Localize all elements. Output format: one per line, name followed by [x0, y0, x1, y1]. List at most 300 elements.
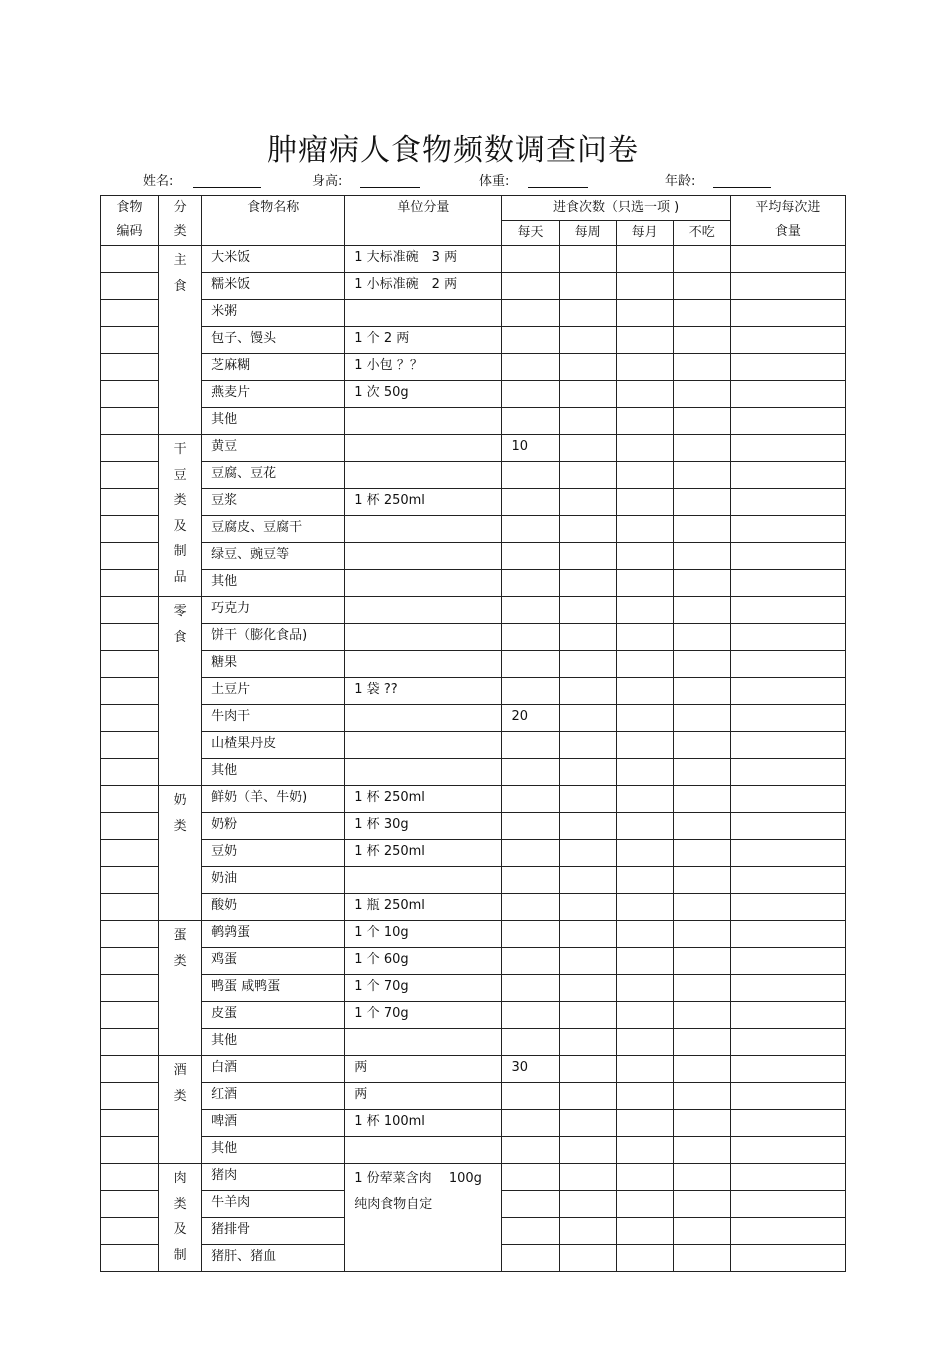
monthly-cell[interactable] [616, 435, 673, 462]
average-cell[interactable] [730, 570, 845, 597]
monthly-cell[interactable] [616, 651, 673, 678]
average-cell[interactable] [730, 1029, 845, 1056]
weekly-cell[interactable] [559, 624, 616, 651]
average-cell[interactable] [730, 327, 845, 354]
daily-cell[interactable] [502, 948, 559, 975]
food-name: 其他 [202, 408, 345, 435]
food-code-cell[interactable] [101, 435, 159, 462]
average-cell[interactable] [730, 786, 845, 813]
monthly-cell[interactable] [616, 1083, 673, 1110]
average-cell[interactable] [730, 1110, 845, 1137]
weekly-cell[interactable] [559, 1056, 616, 1083]
daily-cell[interactable] [502, 894, 559, 921]
category-char: 零 [173, 604, 187, 619]
weekly-cell[interactable] [559, 516, 616, 543]
food-code-cell[interactable] [101, 921, 159, 948]
never-cell[interactable] [673, 597, 730, 624]
daily-cell[interactable] [502, 597, 559, 624]
food-code-cell[interactable] [101, 894, 159, 921]
weekly-cell[interactable] [559, 732, 616, 759]
table-row [101, 246, 846, 273]
weekly-cell[interactable] [559, 489, 616, 516]
weekly-cell[interactable] [559, 570, 616, 597]
monthly-cell[interactable] [616, 1191, 673, 1218]
food-code-cell[interactable] [101, 975, 159, 1002]
weekly-cell[interactable] [559, 462, 616, 489]
monthly-cell[interactable] [616, 1245, 673, 1272]
daily-cell[interactable] [502, 840, 559, 867]
average-cell[interactable] [730, 1083, 845, 1110]
average-cell[interactable] [730, 408, 845, 435]
monthly-cell[interactable] [616, 894, 673, 921]
food-name: 猪排骨 [202, 1218, 345, 1245]
monthly-cell[interactable] [616, 489, 673, 516]
average-cell[interactable] [730, 1002, 845, 1029]
food-code-cell[interactable] [101, 867, 159, 894]
daily-cell[interactable] [502, 1191, 559, 1218]
monthly-cell[interactable] [616, 732, 673, 759]
food-code-cell[interactable] [101, 678, 159, 705]
average-cell[interactable] [730, 462, 845, 489]
average-cell[interactable] [730, 705, 845, 732]
average-cell[interactable] [730, 732, 845, 759]
monthly-cell[interactable] [616, 273, 673, 300]
table-row [101, 1110, 846, 1137]
daily-cell[interactable] [502, 300, 559, 327]
never-cell[interactable] [673, 1245, 730, 1272]
unit-portion: 1 个 60g [345, 948, 502, 975]
header-weekly: 每周 [559, 221, 616, 246]
table-row [101, 759, 846, 786]
never-cell[interactable] [673, 786, 730, 813]
food-name: 豆浆 [202, 489, 345, 516]
average-cell[interactable] [730, 516, 845, 543]
daily-cell[interactable] [502, 1164, 559, 1191]
weekly-cell[interactable] [559, 354, 616, 381]
weekly-cell[interactable] [559, 597, 616, 624]
daily-cell[interactable] [502, 1245, 559, 1272]
never-cell[interactable] [673, 759, 730, 786]
weight-field[interactable] [528, 187, 588, 188]
never-cell[interactable] [673, 1164, 730, 1191]
food-code-cell[interactable] [101, 705, 159, 732]
never-cell[interactable] [673, 921, 730, 948]
table-row [101, 840, 846, 867]
food-code-cell[interactable] [101, 543, 159, 570]
average-cell[interactable] [730, 273, 845, 300]
header-unit: 单位分量 [345, 196, 502, 246]
never-cell[interactable] [673, 867, 730, 894]
table-row [101, 435, 846, 462]
food-code-cell[interactable] [101, 651, 159, 678]
never-cell[interactable] [673, 678, 730, 705]
never-cell[interactable] [673, 1137, 730, 1164]
weekly-cell[interactable] [559, 921, 616, 948]
monthly-cell[interactable] [616, 1029, 673, 1056]
weekly-cell[interactable] [559, 1164, 616, 1191]
table-row [101, 678, 846, 705]
never-cell[interactable] [673, 300, 730, 327]
table-row [101, 1137, 846, 1164]
food-name: 黄豆 [202, 435, 345, 462]
name-field[interactable] [193, 187, 261, 188]
unit-portion [345, 435, 502, 462]
weekly-cell[interactable] [559, 300, 616, 327]
weekly-cell[interactable] [559, 246, 616, 273]
food-code-cell[interactable] [101, 1191, 159, 1218]
monthly-cell[interactable] [616, 1137, 673, 1164]
weekly-cell[interactable] [559, 1110, 616, 1137]
category-char: 及 [173, 518, 187, 534]
never-cell[interactable] [673, 273, 730, 300]
daily-cell[interactable] [502, 1083, 559, 1110]
daily-cell[interactable] [502, 1002, 559, 1029]
daily-cell[interactable] [502, 543, 559, 570]
food-name: 牛羊肉 [202, 1191, 345, 1218]
daily-cell[interactable] [502, 1029, 559, 1056]
never-cell[interactable] [673, 1191, 730, 1218]
food-code-cell[interactable] [101, 1164, 159, 1191]
daily-cell[interactable] [502, 327, 559, 354]
average-cell[interactable] [730, 840, 845, 867]
average-cell[interactable] [730, 300, 845, 327]
monthly-cell[interactable] [616, 597, 673, 624]
food-name: 包子、馒头 [202, 327, 345, 354]
never-cell[interactable] [673, 651, 730, 678]
monthly-cell[interactable] [616, 1056, 673, 1083]
daily-cell[interactable] [502, 462, 559, 489]
average-cell[interactable] [730, 867, 845, 894]
respondent-info [0, 170, 950, 190]
monthly-cell[interactable] [616, 705, 673, 732]
weekly-cell[interactable] [559, 1029, 616, 1056]
food-code-cell[interactable] [101, 354, 159, 381]
food-code-cell[interactable] [101, 462, 159, 489]
daily-cell[interactable] [502, 732, 559, 759]
average-cell[interactable] [730, 651, 845, 678]
category-char: 肉 [173, 1171, 187, 1186]
unit-portion: 1 杯 100ml [345, 1110, 502, 1137]
category-char: 主 [173, 253, 187, 268]
average-cell[interactable] [730, 975, 845, 1002]
category-char: 豆 [173, 467, 187, 483]
never-cell[interactable] [673, 489, 730, 516]
food-code-cell[interactable] [101, 786, 159, 813]
daily-cell[interactable]: 30 [502, 1056, 559, 1083]
food-code-cell[interactable] [101, 516, 159, 543]
monthly-cell[interactable] [616, 246, 673, 273]
never-cell[interactable] [673, 516, 730, 543]
never-cell[interactable] [673, 1029, 730, 1056]
food-code-cell[interactable] [101, 840, 159, 867]
never-cell[interactable] [673, 1056, 730, 1083]
name-label: 姓名: [143, 174, 174, 189]
never-cell[interactable] [673, 894, 730, 921]
header-frequency: 进食次数（只选一项 ) [502, 196, 730, 221]
food-code-cell[interactable] [101, 1056, 159, 1083]
monthly-cell[interactable] [616, 975, 673, 1002]
daily-cell[interactable] [502, 651, 559, 678]
never-cell[interactable] [673, 948, 730, 975]
average-cell[interactable] [730, 1245, 845, 1272]
never-cell[interactable] [673, 813, 730, 840]
unit-portion [345, 462, 502, 489]
average-cell[interactable] [730, 1056, 845, 1083]
food-name: 鹌鹑蛋 [202, 921, 345, 948]
category-char: 干 [173, 442, 187, 457]
daily-cell[interactable] [502, 1110, 559, 1137]
food-frequency-table [100, 195, 846, 1272]
food-code-cell[interactable] [101, 624, 159, 651]
monthly-cell[interactable] [616, 678, 673, 705]
weekly-cell[interactable] [559, 1083, 616, 1110]
never-cell[interactable] [673, 840, 730, 867]
unit-portion: 1 大标准碗 3 两 [345, 246, 502, 273]
never-cell[interactable] [673, 435, 730, 462]
monthly-cell[interactable] [616, 516, 673, 543]
weekly-cell[interactable] [559, 705, 616, 732]
table-row [101, 975, 846, 1002]
weekly-cell[interactable] [559, 381, 616, 408]
monthly-cell[interactable] [616, 381, 673, 408]
average-cell[interactable] [730, 543, 845, 570]
never-cell[interactable] [673, 327, 730, 354]
daily-cell[interactable] [502, 867, 559, 894]
weekly-cell[interactable] [559, 327, 616, 354]
food-code-cell[interactable] [101, 759, 159, 786]
food-code-cell[interactable] [101, 1218, 159, 1245]
age-field[interactable] [713, 187, 771, 188]
weekly-cell[interactable] [559, 1137, 616, 1164]
category-char: 及 [173, 1222, 187, 1237]
monthly-cell[interactable] [616, 759, 673, 786]
monthly-cell[interactable] [616, 813, 673, 840]
food-name: 猪肝、猪血 [202, 1245, 345, 1272]
average-cell[interactable] [730, 1191, 845, 1218]
food-name: 豆奶 [202, 840, 345, 867]
food-code-cell[interactable] [101, 1002, 159, 1029]
daily-cell[interactable] [502, 354, 559, 381]
category-char: 品 [173, 569, 187, 585]
monthly-cell[interactable] [616, 948, 673, 975]
food-code-cell[interactable] [101, 732, 159, 759]
never-cell[interactable] [673, 975, 730, 1002]
unit-portion [345, 759, 502, 786]
food-code-cell[interactable] [101, 300, 159, 327]
daily-cell[interactable] [502, 408, 559, 435]
average-cell[interactable] [730, 435, 845, 462]
food-name: 鲜奶（羊、牛奶) [202, 786, 345, 813]
food-code-cell[interactable] [101, 489, 159, 516]
table-row [101, 948, 846, 975]
daily-cell[interactable] [502, 381, 559, 408]
daily-cell[interactable] [502, 624, 559, 651]
average-cell[interactable] [730, 1218, 845, 1245]
daily-cell[interactable] [502, 813, 559, 840]
weekly-cell[interactable] [559, 543, 616, 570]
category-char: 类 [173, 1088, 187, 1104]
daily-cell[interactable] [502, 759, 559, 786]
category-char: 制 [173, 1247, 187, 1263]
weekly-cell[interactable] [559, 1245, 616, 1272]
food-code-cell[interactable] [101, 408, 159, 435]
monthly-cell[interactable] [616, 543, 673, 570]
monthly-cell[interactable] [616, 327, 673, 354]
food-code-cell[interactable] [101, 1029, 159, 1056]
monthly-cell[interactable] [616, 867, 673, 894]
average-cell[interactable] [730, 813, 845, 840]
average-cell[interactable] [730, 354, 845, 381]
monthly-cell[interactable] [616, 624, 673, 651]
weekly-cell[interactable] [559, 975, 616, 1002]
monthly-cell[interactable] [616, 1002, 673, 1029]
never-cell[interactable] [673, 408, 730, 435]
daily-cell[interactable] [502, 786, 559, 813]
weekly-cell[interactable] [559, 867, 616, 894]
never-cell[interactable] [673, 732, 730, 759]
weekly-cell[interactable] [559, 840, 616, 867]
weekly-cell[interactable] [559, 759, 616, 786]
food-code-cell[interactable] [101, 1083, 159, 1110]
weekly-cell[interactable] [559, 786, 616, 813]
never-cell[interactable] [673, 381, 730, 408]
food-name: 其他 [202, 1029, 345, 1056]
daily-cell[interactable]: 10 [502, 435, 559, 462]
daily-cell[interactable] [502, 678, 559, 705]
table-row [101, 1029, 846, 1056]
daily-cell[interactable] [502, 1218, 559, 1245]
monthly-cell[interactable] [616, 840, 673, 867]
never-cell[interactable] [673, 705, 730, 732]
average-cell[interactable] [730, 921, 845, 948]
header-cat-line2: 类 [173, 224, 187, 239]
monthly-cell[interactable] [616, 921, 673, 948]
category-char: 酒 [173, 1063, 187, 1078]
daily-cell[interactable] [502, 273, 559, 300]
daily-cell[interactable] [502, 516, 559, 543]
daily-cell[interactable]: 20 [502, 705, 559, 732]
average-cell[interactable] [730, 678, 845, 705]
weekly-cell[interactable] [559, 435, 616, 462]
average-cell[interactable] [730, 381, 845, 408]
monthly-cell[interactable] [616, 786, 673, 813]
food-code-cell[interactable] [101, 813, 159, 840]
table-row [101, 462, 846, 489]
table-row [101, 732, 846, 759]
food-code-cell[interactable] [101, 1137, 159, 1164]
unit-portion: 1 杯 250ml [345, 786, 502, 813]
weekly-cell[interactable] [559, 651, 616, 678]
food-name: 绿豆、豌豆等 [202, 543, 345, 570]
height-field[interactable] [360, 187, 420, 188]
category-milk [159, 786, 202, 921]
monthly-cell[interactable] [616, 408, 673, 435]
food-code-cell[interactable] [101, 1245, 159, 1272]
monthly-cell[interactable] [616, 570, 673, 597]
monthly-cell[interactable] [616, 462, 673, 489]
food-code-cell[interactable] [101, 381, 159, 408]
daily-cell[interactable] [502, 246, 559, 273]
unit-portion [345, 1137, 502, 1164]
weekly-cell[interactable] [559, 894, 616, 921]
monthly-cell[interactable] [616, 300, 673, 327]
category-staple [159, 246, 202, 435]
table-row [101, 570, 846, 597]
unit-portion: 1 袋 ?? [345, 678, 502, 705]
weekly-cell[interactable] [559, 948, 616, 975]
food-name: 米粥 [202, 300, 345, 327]
never-cell[interactable] [673, 1110, 730, 1137]
table-row [101, 813, 846, 840]
weekly-cell[interactable] [559, 408, 616, 435]
weekly-cell[interactable] [559, 273, 616, 300]
never-cell[interactable] [673, 1083, 730, 1110]
never-cell[interactable] [673, 1218, 730, 1245]
monthly-cell[interactable] [616, 1110, 673, 1137]
daily-cell[interactable] [502, 921, 559, 948]
daily-cell[interactable] [502, 975, 559, 1002]
never-cell[interactable] [673, 462, 730, 489]
category-char: 蛋 [173, 928, 187, 943]
weekly-cell[interactable] [559, 1191, 616, 1218]
header-avg-line1: 平均每次进 [755, 200, 821, 215]
never-cell[interactable] [673, 354, 730, 381]
food-code-cell[interactable] [101, 1110, 159, 1137]
never-cell[interactable] [673, 624, 730, 651]
food-name: 土豆片 [202, 678, 345, 705]
average-cell[interactable] [730, 1137, 845, 1164]
average-cell[interactable] [730, 624, 845, 651]
header-average-intake [730, 196, 845, 246]
monthly-cell[interactable] [616, 1218, 673, 1245]
table-row [101, 651, 846, 678]
average-cell[interactable] [730, 759, 845, 786]
weekly-cell[interactable] [559, 1002, 616, 1029]
food-code-cell[interactable] [101, 948, 159, 975]
weekly-cell[interactable] [559, 678, 616, 705]
never-cell[interactable] [673, 246, 730, 273]
table-row [101, 489, 846, 516]
never-cell[interactable] [673, 543, 730, 570]
food-code-cell[interactable] [101, 597, 159, 624]
never-cell[interactable] [673, 1002, 730, 1029]
table-row [101, 327, 846, 354]
food-code-cell[interactable] [101, 570, 159, 597]
daily-cell[interactable] [502, 1137, 559, 1164]
table-row [101, 381, 846, 408]
average-cell[interactable] [730, 597, 845, 624]
header-monthly: 每月 [616, 221, 673, 246]
never-cell[interactable] [673, 570, 730, 597]
daily-cell[interactable] [502, 570, 559, 597]
food-code-cell[interactable] [101, 246, 159, 273]
daily-cell[interactable] [502, 489, 559, 516]
monthly-cell[interactable] [616, 1164, 673, 1191]
average-cell[interactable] [730, 894, 845, 921]
unit-portion: 两 [345, 1083, 502, 1110]
weekly-cell[interactable] [559, 1218, 616, 1245]
header-daily: 每天 [502, 221, 559, 246]
weekly-cell[interactable] [559, 813, 616, 840]
average-cell[interactable] [730, 948, 845, 975]
unit-portion: 1 杯 250ml [345, 840, 502, 867]
monthly-cell[interactable] [616, 354, 673, 381]
average-cell[interactable] [730, 1164, 845, 1191]
food-code-cell[interactable] [101, 327, 159, 354]
average-cell[interactable] [730, 489, 845, 516]
average-cell[interactable] [730, 246, 845, 273]
food-code-cell[interactable] [101, 273, 159, 300]
